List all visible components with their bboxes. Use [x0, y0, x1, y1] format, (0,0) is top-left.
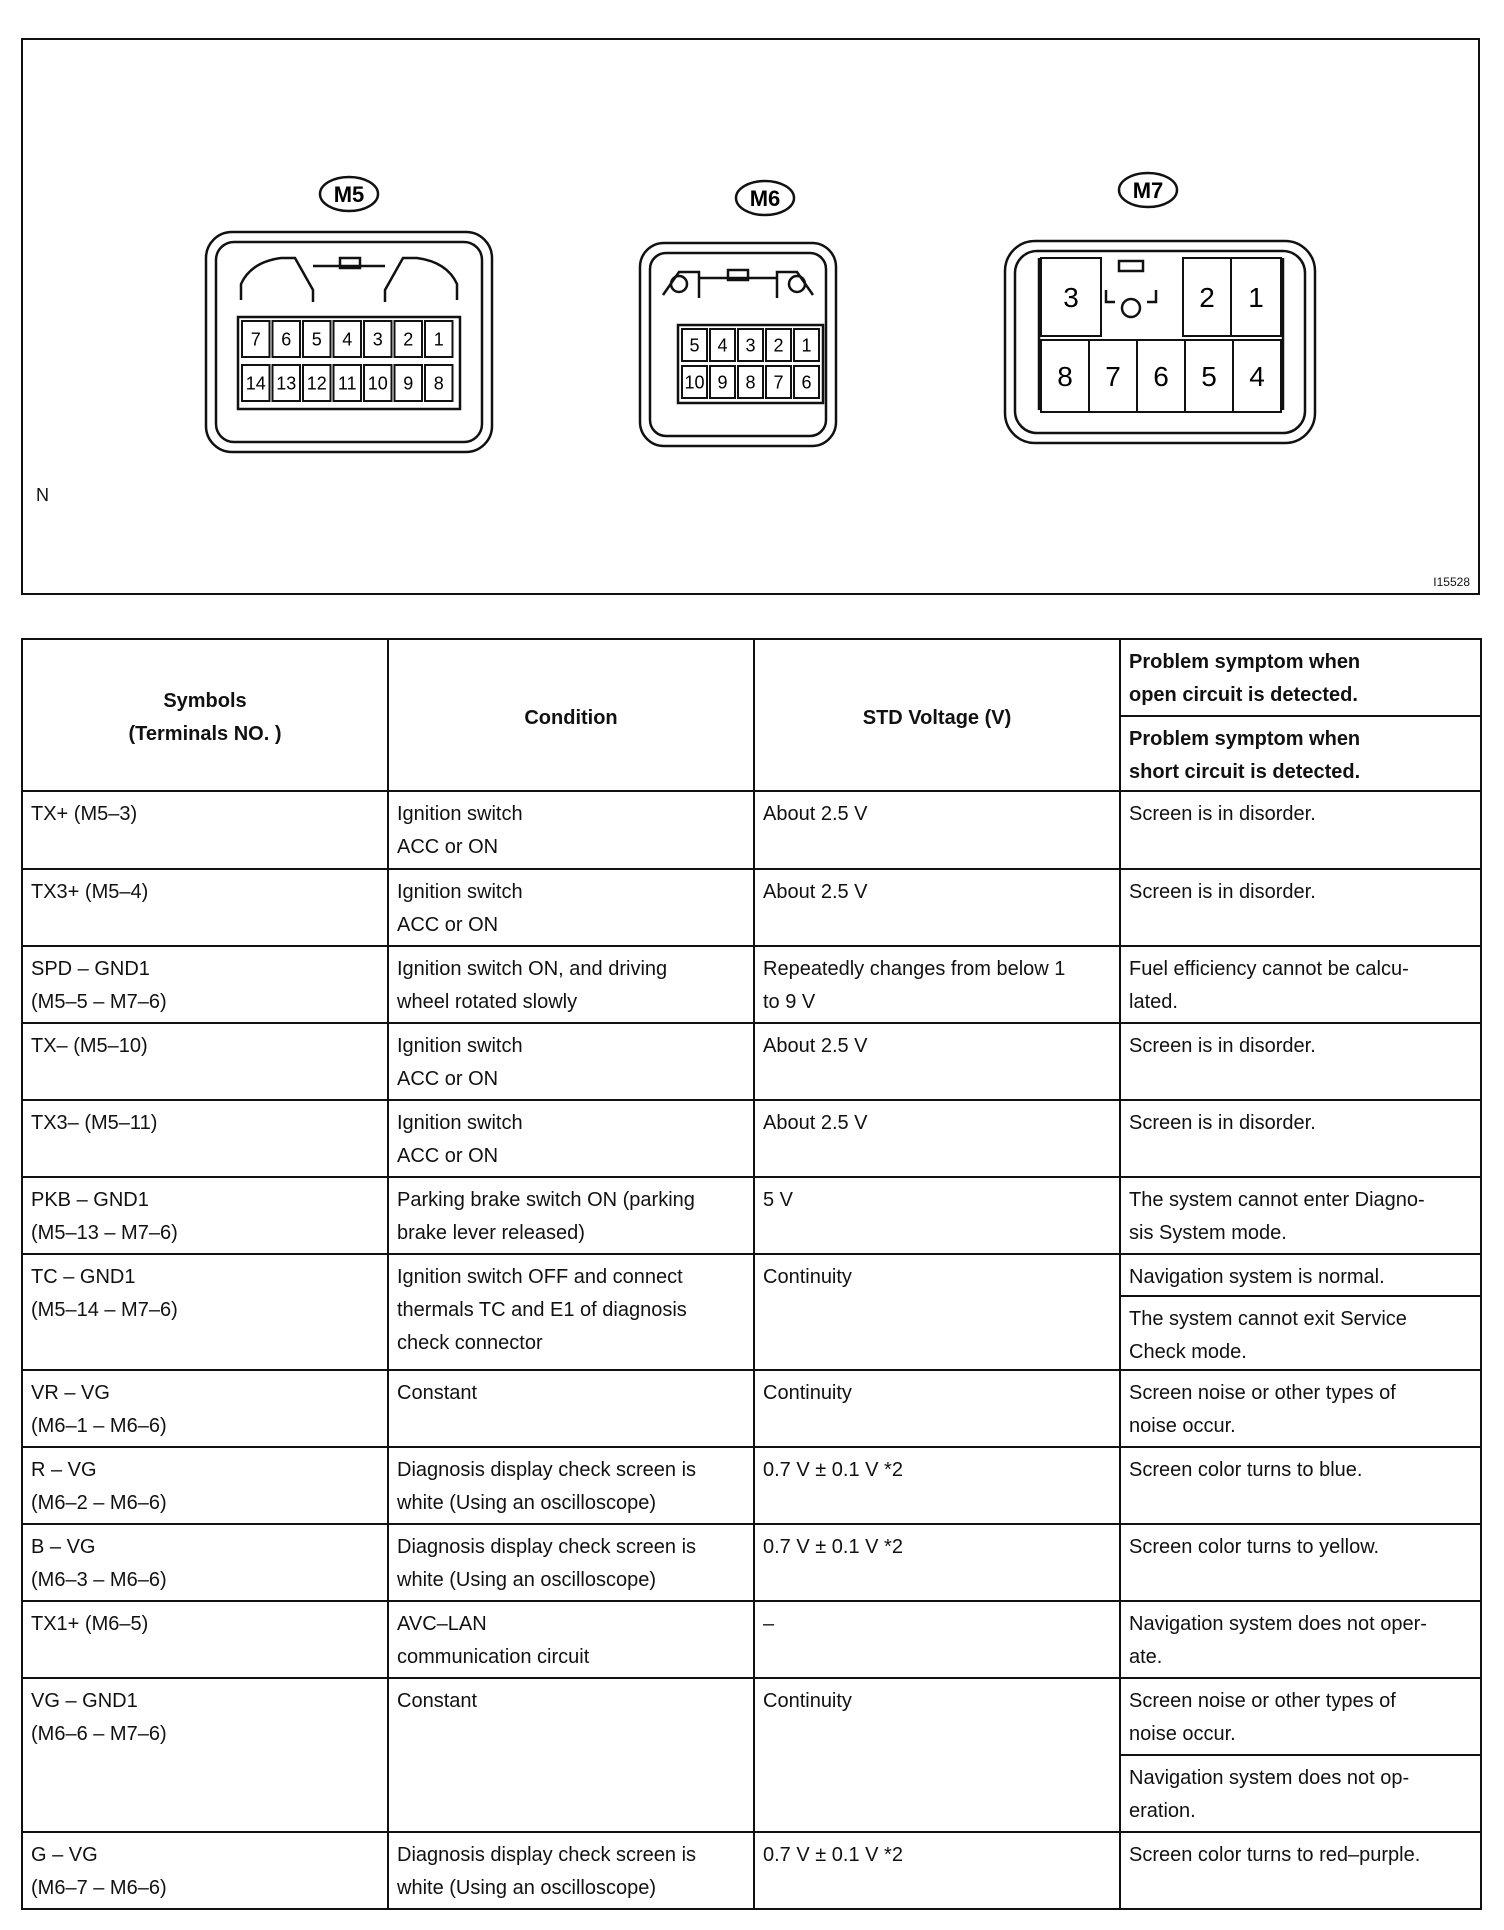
symbol-cell: SPD – GND1 (M5–5 – M7–6) — [22, 946, 388, 1023]
condition-cell: Ignition switch ACC or ON — [388, 869, 754, 946]
pin-m7-7 — [1089, 340, 1137, 412]
condition-cell: Diagnosis display check screen is white (Using an oscilloscope) — [388, 1524, 754, 1601]
svg-text:2: 2 — [403, 329, 414, 350]
pin-m5-8 — [425, 365, 453, 401]
connector-label-m5 — [320, 177, 378, 211]
voltage-cell: Continuity — [754, 1678, 1120, 1832]
pin-m6-9 — [710, 366, 735, 398]
symbol-cell: TC – GND1 (M5–14 – M7–6) — [22, 1254, 388, 1370]
condition-cell: Ignition switch ACC or ON — [388, 1023, 754, 1100]
symptom-cell: Screen color turns to red–purple. — [1120, 1832, 1481, 1909]
symbol-cell: TX3– (M5–11) — [22, 1100, 388, 1177]
svg-text:3: 3 — [1063, 282, 1079, 314]
svg-text:3: 3 — [745, 335, 756, 356]
symbol-cell: G – VG (M6–7 – M6–6) — [22, 1832, 388, 1909]
pin-m5-7 — [242, 321, 270, 357]
voltage-cell: – — [754, 1601, 1120, 1678]
pin-m5-2 — [395, 321, 423, 357]
pin-m7-8 — [1041, 340, 1089, 412]
voltage-cell: Continuity — [754, 1370, 1120, 1447]
pin-m7-3 — [1041, 258, 1101, 336]
svg-text:6: 6 — [801, 372, 812, 393]
voltage-cell: About 2.5 V — [754, 869, 1120, 946]
svg-text:1: 1 — [1248, 282, 1264, 314]
pin-m6-5 — [682, 329, 707, 361]
condition-cell: Ignition switch OFF and connect thermals TC and E1 of diagnosis check connector — [388, 1254, 754, 1370]
table-body — [22, 791, 1481, 1909]
symptom-cell: Navigation system does not op- eration. — [1120, 1755, 1481, 1832]
symptom-cell: Screen color turns to yellow. — [1120, 1524, 1481, 1601]
svg-text:13: 13 — [276, 373, 297, 394]
connector-label-m7 — [1119, 173, 1177, 207]
pin-m7-2 — [1183, 258, 1231, 336]
condition-cell: Ignition switch ON, and driving wheel rotated slowly — [388, 946, 754, 1023]
symptom-cell: Screen is in disorder. — [1120, 1023, 1481, 1100]
header-condition: Condition — [388, 639, 754, 791]
svg-text:9: 9 — [403, 373, 414, 394]
voltage-cell: 0.7 V ± 0.1 V *2 — [754, 1832, 1120, 1909]
symbol-cell: TX– (M5–10) — [22, 1023, 388, 1100]
symptom-cell: Screen noise or other types of noise occur. — [1120, 1678, 1481, 1755]
table-row — [22, 791, 1481, 869]
table-row — [22, 1447, 1481, 1524]
pin-m7-5 — [1185, 340, 1233, 412]
svg-text:5: 5 — [689, 335, 700, 356]
symptom-cell: The system cannot enter Diagno- sis System mode. — [1120, 1177, 1481, 1254]
header-open-symptom: Problem symptom when open circuit is detected. — [1120, 639, 1481, 716]
connector-drawing — [23, 40, 1478, 593]
pin-m6-4 — [710, 329, 735, 361]
condition-cell: Ignition switch ACC or ON — [388, 1100, 754, 1177]
pin-m5-10 — [364, 365, 392, 401]
terminal-table — [21, 638, 1482, 1910]
voltage-cell: Continuity — [754, 1254, 1120, 1370]
svg-text:5: 5 — [1201, 361, 1217, 393]
symbol-cell: TX+ (M5–3) — [22, 791, 388, 869]
table-row — [22, 1678, 1481, 1755]
pin-m6-3 — [738, 329, 763, 361]
svg-text:9: 9 — [717, 372, 728, 393]
svg-text:10: 10 — [684, 372, 705, 393]
pin-m7-4 — [1233, 340, 1281, 412]
condition-cell: Diagnosis display check screen is white (Using an oscilloscope) — [388, 1832, 754, 1909]
pin-m6-1 — [794, 329, 819, 361]
pin-m5-14 — [242, 365, 270, 401]
svg-text:3: 3 — [372, 329, 383, 350]
svg-text:M5: M5 — [333, 182, 365, 207]
svg-text:4: 4 — [717, 335, 728, 356]
voltage-cell: 5 V — [754, 1177, 1120, 1254]
table-row — [22, 1177, 1481, 1254]
pin-m5-11 — [334, 365, 362, 401]
pin-m7-6 — [1137, 340, 1185, 412]
svg-text:2: 2 — [773, 335, 784, 356]
pin-m6-7 — [766, 366, 791, 398]
condition-cell: Constant — [388, 1370, 754, 1447]
svg-text:10: 10 — [367, 373, 388, 394]
corner-label: N — [36, 485, 49, 505]
svg-text:8: 8 — [1057, 361, 1073, 393]
svg-text:6: 6 — [1153, 361, 1169, 393]
table-row — [22, 869, 1481, 946]
svg-text:6: 6 — [281, 329, 292, 350]
symptom-cell: Fuel efficiency cannot be calcu- lated. — [1120, 946, 1481, 1023]
pin-m5-6 — [273, 321, 301, 357]
symbol-cell: PKB – GND1 (M5–13 – M7–6) — [22, 1177, 388, 1254]
svg-text:M7: M7 — [1132, 178, 1164, 203]
pin-m5-13 — [273, 365, 301, 401]
table-row — [22, 1100, 1481, 1177]
symptom-cell: Screen color turns to blue. — [1120, 1447, 1481, 1524]
symptom-cell: Screen is in disorder. — [1120, 791, 1481, 869]
connector-label-m6 — [736, 181, 794, 215]
pin-m5-9 — [395, 365, 423, 401]
table-row — [22, 1601, 1481, 1678]
svg-text:7: 7 — [250, 329, 261, 350]
svg-text:11: 11 — [337, 373, 357, 394]
pin-m7-1 — [1231, 258, 1281, 336]
symptom-cell: Navigation system is normal. — [1120, 1254, 1481, 1296]
header-voltage: STD Voltage (V) — [754, 639, 1120, 791]
svg-text:14: 14 — [245, 373, 266, 394]
condition-cell: Constant — [388, 1678, 754, 1832]
table-row — [22, 1370, 1481, 1447]
symbol-cell: TX3+ (M5–4) — [22, 869, 388, 946]
pin-m5-4 — [334, 321, 362, 357]
header-short-symptom: Problem symptom when short circuit is detected. — [1120, 716, 1481, 791]
pin-m5-5 — [303, 321, 331, 357]
svg-text:2: 2 — [1199, 282, 1215, 314]
table-header — [22, 639, 1481, 791]
voltage-cell: 0.7 V ± 0.1 V *2 — [754, 1447, 1120, 1524]
symptom-cell: Screen is in disorder. — [1120, 869, 1481, 946]
svg-text:7: 7 — [1105, 361, 1121, 393]
symptom-cell: Navigation system does not oper- ate. — [1120, 1601, 1481, 1678]
svg-text:7: 7 — [773, 372, 784, 393]
svg-text:4: 4 — [1249, 361, 1265, 393]
svg-text:12: 12 — [306, 373, 327, 394]
condition-cell: Parking brake switch ON (parking brake lever released) — [388, 1177, 754, 1254]
symbol-cell: B – VG (M6–3 – M6–6) — [22, 1524, 388, 1601]
pin-m6-8 — [738, 366, 763, 398]
svg-text:M6: M6 — [749, 186, 781, 211]
table-row — [22, 1023, 1481, 1100]
svg-text:1: 1 — [801, 335, 812, 356]
svg-text:5: 5 — [311, 329, 322, 350]
pin-m5-3 — [364, 321, 392, 357]
voltage-cell: Repeatedly changes from below 1 to 9 V — [754, 946, 1120, 1023]
symbol-cell: TX1+ (M6–5) — [22, 1601, 388, 1678]
pin-m5-12 — [303, 365, 331, 401]
header-symbols: Symbols (Terminals NO. ) — [22, 639, 388, 791]
table-row — [22, 946, 1481, 1023]
svg-text:1: 1 — [433, 329, 444, 350]
pin-m5-1 — [425, 321, 453, 357]
svg-text:8: 8 — [433, 373, 444, 394]
symbol-cell: VR – VG (M6–1 – M6–6) — [22, 1370, 388, 1447]
pin-m6-6 — [794, 366, 819, 398]
condition-cell: Diagnosis display check screen is white (Using an oscilloscope) — [388, 1447, 754, 1524]
m7-inner — [1015, 251, 1305, 433]
voltage-cell: About 2.5 V — [754, 791, 1120, 869]
symbol-cell: VG – GND1 (M6–6 – M7–6) — [22, 1678, 388, 1832]
table-row — [22, 1832, 1481, 1909]
connector-diagram — [21, 38, 1480, 595]
symbol-cell: R – VG (M6–2 – M6–6) — [22, 1447, 388, 1524]
condition-cell: AVC–LAN communication circuit — [388, 1601, 754, 1678]
svg-text:4: 4 — [342, 329, 353, 350]
figure-id: I15528 — [1433, 575, 1470, 589]
symptom-cell: The system cannot exit Service Check mode. — [1120, 1296, 1481, 1370]
pin-m6-2 — [766, 329, 791, 361]
voltage-cell: About 2.5 V — [754, 1023, 1120, 1100]
pin-m6-10 — [682, 366, 707, 398]
table-row — [22, 1254, 1481, 1296]
symptom-cell: Screen is in disorder. — [1120, 1100, 1481, 1177]
svg-text:8: 8 — [745, 372, 756, 393]
condition-cell: Ignition switch ACC or ON — [388, 791, 754, 869]
voltage-cell: 0.7 V ± 0.1 V *2 — [754, 1524, 1120, 1601]
voltage-cell: About 2.5 V — [754, 1100, 1120, 1177]
symptom-cell: Screen noise or other types of noise occur. — [1120, 1370, 1481, 1447]
table-row — [22, 1524, 1481, 1601]
